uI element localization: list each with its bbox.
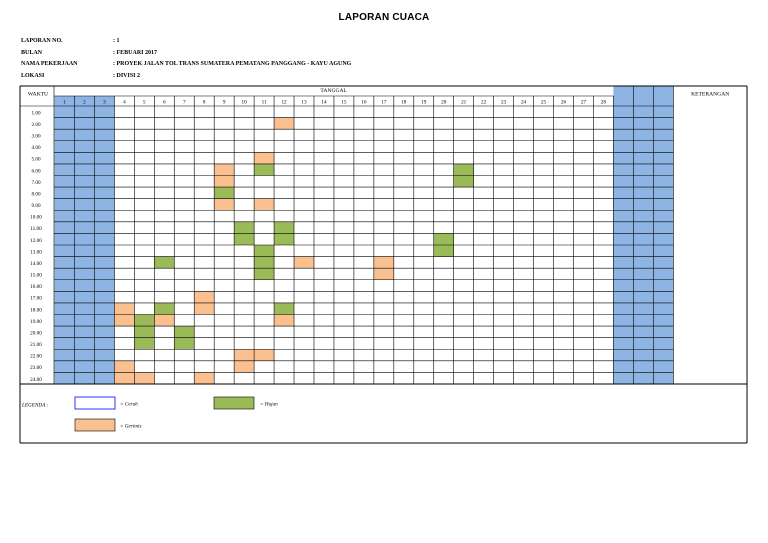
cell-shaded (74, 315, 94, 327)
cell-gerimis (214, 176, 234, 188)
legend-text-hujan: = Hujan (260, 401, 278, 408)
cell-shaded (633, 118, 653, 130)
cell-shaded (55, 164, 75, 176)
date-label: 13 (301, 99, 307, 106)
time-label: 17.00 (30, 295, 42, 302)
date-label: 9 (222, 99, 226, 106)
cell-gerimis (194, 372, 214, 384)
cell-shaded (55, 268, 75, 280)
cell-shaded (653, 303, 673, 315)
cell-shaded (94, 257, 114, 269)
date-label: 28 (600, 99, 606, 106)
cell-shaded (633, 326, 653, 338)
time-label: 21.00 (30, 342, 42, 349)
cell-shaded (613, 187, 633, 199)
date-label: 26 (560, 99, 567, 106)
cell-shaded (55, 257, 75, 269)
page-title: LAPORAN CUACA (338, 12, 430, 23)
cell-shaded (74, 303, 94, 315)
date-label: 17 (381, 99, 387, 106)
time-label: 19.00 (30, 318, 42, 325)
header-shaded (653, 86, 673, 106)
info-label: BULAN (21, 49, 43, 56)
cell-hujan (254, 268, 274, 280)
cell-shaded (55, 118, 75, 130)
time-label: 13.00 (30, 249, 42, 256)
cell-shaded (74, 245, 94, 257)
cell-gerimis (194, 303, 214, 315)
cell-shaded (633, 257, 653, 269)
date-label: 14 (321, 99, 327, 106)
cell-shaded (633, 233, 653, 245)
cell-shaded (613, 118, 633, 130)
cell-gerimis (234, 349, 254, 361)
time-label: 16.00 (30, 284, 42, 291)
time-label: 22.00 (30, 353, 42, 360)
cell-shaded (94, 152, 114, 164)
cell-shaded (653, 233, 673, 245)
cell-shaded (653, 152, 673, 164)
time-label: 8.00 (31, 191, 41, 198)
cell-shaded (653, 349, 673, 361)
cell-shaded (613, 268, 633, 280)
cell-hujan (254, 257, 274, 269)
cell-shaded (74, 199, 94, 211)
legend-swatch-hujan (214, 397, 254, 409)
date-label: 25 (540, 99, 547, 106)
cell-hujan (434, 233, 454, 245)
cell-shaded (613, 315, 633, 327)
date-label: 1 (63, 99, 66, 106)
cell-hujan (254, 164, 274, 176)
cell-shaded (55, 245, 75, 257)
date-label: 5 (143, 99, 146, 106)
cell-gerimis (374, 268, 394, 280)
cell-gerimis (254, 349, 274, 361)
cell-shaded (613, 372, 633, 384)
date-label: 2 (83, 99, 86, 106)
legend-title: LEGENDA : (22, 402, 49, 409)
cell-shaded (94, 106, 114, 118)
date-label: 7 (182, 99, 186, 106)
cell-shaded (55, 199, 75, 211)
legend-text-gerimis: = Gerimis (120, 423, 142, 430)
cell-shaded (94, 268, 114, 280)
cell-shaded (653, 291, 673, 303)
date-label: 18 (401, 99, 407, 106)
cell-shaded (74, 291, 94, 303)
date-label: 8 (202, 99, 206, 106)
info-value: : DIVISI 2 (113, 72, 141, 79)
time-label: 6.00 (31, 168, 41, 175)
cell-shaded (613, 280, 633, 292)
info-label: NAMA PEKERJAAN (21, 61, 78, 67)
time-label: 1.00 (31, 110, 41, 117)
cell-shaded (74, 326, 94, 338)
cell-shaded (633, 199, 653, 211)
cell-shaded (74, 338, 94, 350)
date-label: 21 (461, 99, 467, 106)
date-label: 22 (481, 99, 487, 106)
date-label: 4 (123, 99, 126, 106)
info-value: : FEBUARI 2017 (113, 49, 158, 56)
cell-hujan (154, 257, 174, 269)
cell-shaded (94, 176, 114, 188)
cell-shaded (55, 280, 75, 292)
time-label: 4.00 (31, 145, 41, 152)
cell-shaded (633, 106, 653, 118)
cell-hujan (434, 245, 454, 257)
cell-shaded (633, 338, 653, 350)
cell-hujan (214, 187, 234, 199)
cell-shaded (55, 176, 75, 188)
cell-shaded (94, 233, 114, 245)
cell-shaded (613, 164, 633, 176)
cell-gerimis (234, 361, 254, 373)
time-label: 9.00 (31, 203, 41, 210)
cell-shaded (613, 129, 633, 141)
cell-shaded (74, 164, 94, 176)
cell-gerimis (114, 315, 134, 327)
cell-shaded (633, 245, 653, 257)
cell-gerimis (114, 361, 134, 373)
cell-gerimis (194, 291, 214, 303)
cell-shaded (633, 372, 653, 384)
cell-hujan (454, 176, 474, 188)
date-label: 6 (162, 99, 166, 106)
cell-gerimis (214, 164, 234, 176)
cell-shaded (633, 141, 653, 153)
cell-shaded (74, 222, 94, 234)
cell-shaded (74, 268, 94, 280)
cell-shaded (55, 233, 75, 245)
cell-shaded (74, 141, 94, 153)
cell-shaded (94, 291, 114, 303)
cell-gerimis (154, 315, 174, 327)
cell-shaded (653, 245, 673, 257)
cell-gerimis (274, 315, 294, 327)
cell-shaded (653, 257, 673, 269)
cell-shaded (633, 176, 653, 188)
cell-shaded (74, 187, 94, 199)
time-label: 12.00 (30, 237, 42, 244)
date-label: 3 (103, 99, 106, 106)
cell-shaded (55, 129, 75, 141)
time-label: 23.00 (30, 365, 42, 372)
time-label: 15.00 (30, 272, 42, 279)
cell-shaded (74, 118, 94, 130)
cell-gerimis (134, 372, 154, 384)
cell-shaded (653, 199, 673, 211)
cell-shaded (653, 361, 673, 373)
cell-shaded (55, 291, 75, 303)
info-label: LAPORAN NO. (21, 38, 63, 44)
cell-shaded (633, 280, 653, 292)
header-shaded (613, 86, 633, 106)
cell-gerimis (114, 303, 134, 315)
time-label: 5.00 (31, 156, 41, 163)
cell-shaded (74, 280, 94, 292)
cell-shaded (653, 187, 673, 199)
cell-shaded (613, 361, 633, 373)
cell-gerimis (114, 372, 134, 384)
cell-shaded (613, 176, 633, 188)
waktu-header: WAKTU (27, 91, 49, 98)
cell-hujan (134, 326, 154, 338)
cell-hujan (274, 233, 294, 245)
cell-shaded (613, 141, 633, 153)
date-label: 10 (241, 99, 247, 106)
cell-shaded (94, 338, 114, 350)
cell-shaded (55, 349, 75, 361)
cell-hujan (134, 338, 154, 350)
date-label: 19 (421, 99, 427, 106)
cell-shaded (613, 338, 633, 350)
time-label: 10.00 (30, 214, 42, 221)
date-label: 27 (580, 99, 587, 106)
cell-shaded (633, 222, 653, 234)
cell-shaded (55, 361, 75, 373)
cell-shaded (74, 176, 94, 188)
cell-shaded (653, 129, 673, 141)
cell-shaded (613, 291, 633, 303)
cell-shaded (55, 141, 75, 153)
cell-shaded (94, 372, 114, 384)
cell-shaded (613, 245, 633, 257)
cell-gerimis (294, 257, 314, 269)
cell-shaded (613, 349, 633, 361)
cell-shaded (94, 187, 114, 199)
date-label: 16 (361, 99, 367, 106)
cell-shaded (74, 349, 94, 361)
cell-shaded (74, 152, 94, 164)
cell-shaded (613, 257, 633, 269)
cell-shaded (653, 118, 673, 130)
cell-shaded (613, 326, 633, 338)
cell-shaded (94, 349, 114, 361)
cell-shaded (55, 152, 75, 164)
cell-shaded (633, 303, 653, 315)
cell-shaded (633, 349, 653, 361)
cell-shaded (94, 129, 114, 141)
cell-gerimis (214, 199, 234, 211)
time-label: 3.00 (31, 133, 41, 140)
cell-shaded (633, 291, 653, 303)
cell-shaded (613, 106, 633, 118)
cell-shaded (94, 326, 114, 338)
cell-shaded (74, 257, 94, 269)
info-value: : PROYEK JALAN TOL TRANS SUMATERA PEMATANG PANGGANG - KAYU AGUNG (113, 61, 352, 67)
cell-hujan (174, 326, 194, 338)
date-label: 15 (341, 99, 347, 106)
cell-shaded (94, 164, 114, 176)
cell-shaded (633, 268, 653, 280)
cell-shaded (55, 326, 75, 338)
cell-shaded (653, 164, 673, 176)
date-label: 23 (501, 99, 507, 106)
cell-hujan (254, 245, 274, 257)
cell-shaded (633, 152, 653, 164)
cell-shaded (94, 199, 114, 211)
legend-swatch-gerimis (75, 419, 115, 431)
cell-shaded (74, 129, 94, 141)
date-label: 12 (281, 99, 287, 106)
cell-shaded (653, 338, 673, 350)
time-label: 7.00 (31, 179, 41, 186)
cell-hujan (234, 222, 254, 234)
cell-gerimis (254, 199, 274, 211)
keterangan-header: KETERANGAN (691, 91, 730, 98)
cell-shaded (94, 361, 114, 373)
cell-gerimis (274, 118, 294, 130)
cell-shaded (613, 199, 633, 211)
cell-shaded (633, 187, 653, 199)
cell-shaded (94, 315, 114, 327)
date-label: 11 (261, 99, 267, 106)
cell-shaded (653, 106, 673, 118)
cell-shaded (94, 245, 114, 257)
cell-shaded (55, 338, 75, 350)
info-value: : 1 (113, 38, 120, 44)
cell-shaded (613, 222, 633, 234)
cell-shaded (55, 372, 75, 384)
cell-shaded (55, 187, 75, 199)
cell-shaded (633, 361, 653, 373)
cell-hujan (134, 315, 154, 327)
time-label: 24.00 (30, 376, 42, 383)
cell-shaded (94, 118, 114, 130)
cell-shaded (633, 129, 653, 141)
cell-hujan (234, 233, 254, 245)
cell-hujan (174, 338, 194, 350)
cell-shaded (653, 210, 673, 222)
time-label: 11.00 (30, 226, 42, 233)
time-label: 18.00 (30, 307, 42, 314)
cell-shaded (633, 164, 653, 176)
cell-shaded (94, 222, 114, 234)
cell-shaded (613, 210, 633, 222)
legend-text-cerah: = Cerah (120, 401, 138, 408)
cell-shaded (74, 233, 94, 245)
cell-shaded (653, 141, 673, 153)
cell-shaded (653, 268, 673, 280)
cell-shaded (94, 210, 114, 222)
cell-shaded (55, 222, 75, 234)
cell-hujan (274, 303, 294, 315)
cell-shaded (94, 303, 114, 315)
cell-shaded (74, 372, 94, 384)
cell-shaded (613, 233, 633, 245)
cell-shaded (74, 106, 94, 118)
cell-hujan (154, 303, 174, 315)
cell-shaded (74, 361, 94, 373)
cell-shaded (633, 210, 653, 222)
cell-shaded (94, 280, 114, 292)
header-shaded (633, 86, 653, 106)
cell-shaded (55, 315, 75, 327)
cell-gerimis (254, 152, 274, 164)
cell-shaded (653, 372, 673, 384)
time-label: 2.00 (31, 121, 41, 128)
cell-shaded (55, 210, 75, 222)
cell-shaded (55, 106, 75, 118)
cell-shaded (653, 222, 673, 234)
cell-shaded (653, 176, 673, 188)
cell-shaded (633, 315, 653, 327)
cell-shaded (55, 303, 75, 315)
cell-shaded (613, 152, 633, 164)
tanggal-header: TANGGAL (320, 88, 347, 94)
cell-hujan (454, 164, 474, 176)
cell-shaded (613, 303, 633, 315)
cell-gerimis (374, 257, 394, 269)
time-label: 14.00 (30, 260, 42, 267)
legend-swatch-cerah (75, 397, 115, 409)
date-label: 24 (520, 99, 527, 106)
info-label: LOKASI (21, 72, 45, 79)
cell-hujan (274, 222, 294, 234)
cell-shaded (94, 141, 114, 153)
cell-shaded (74, 210, 94, 222)
cell-shaded (653, 326, 673, 338)
cell-shaded (653, 280, 673, 292)
time-label: 20.00 (30, 330, 42, 337)
cell-shaded (653, 315, 673, 327)
date-label: 20 (441, 99, 447, 106)
